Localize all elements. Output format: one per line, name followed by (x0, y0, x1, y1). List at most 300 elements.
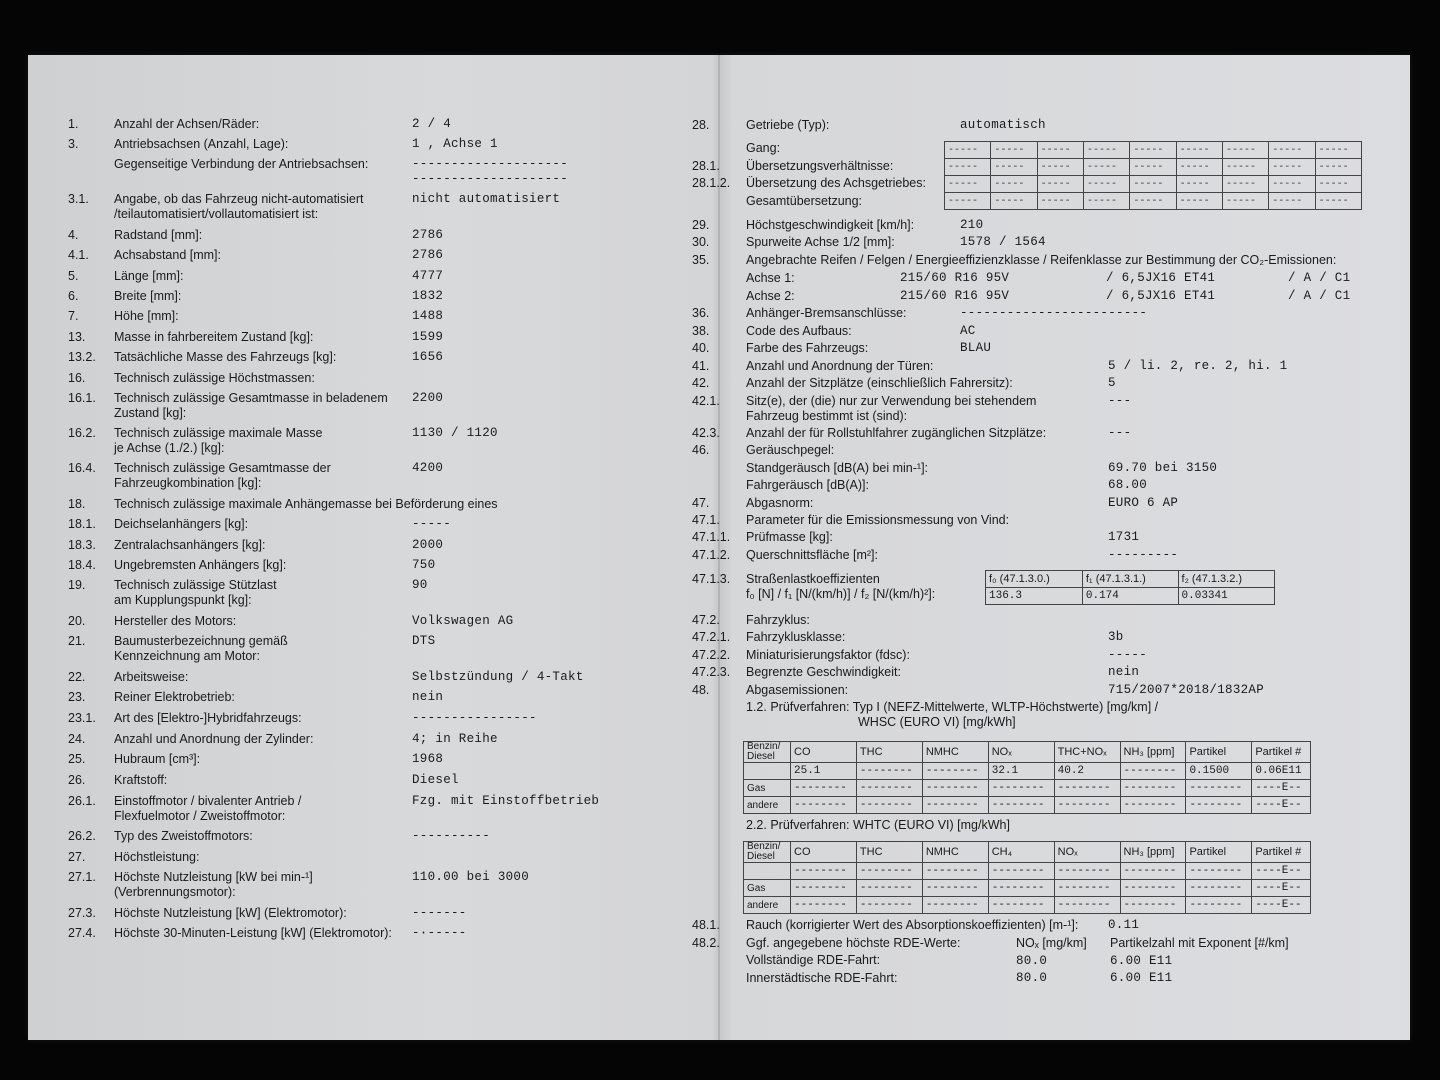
item-label-line: Sitz(e), der (die) nur zur Verwendung bei stehendem (746, 394, 1037, 408)
item-label-line-2: am Kupplungspunkt [kg]: (114, 593, 252, 607)
emission-cell: -------- (856, 863, 922, 880)
emission-cell: -------- (1054, 880, 1120, 897)
emission-cell: -------- (856, 897, 922, 914)
gear-cell: ----- (1269, 176, 1315, 193)
item-label (114, 732, 313, 747)
gear-cell: ----- (1222, 159, 1268, 176)
item-value: 69.70 bei 3150 (1108, 461, 1218, 475)
item-label-line: Radstand [mm]: (114, 228, 203, 242)
gear-cell: ----- (1176, 193, 1222, 210)
item-number: 47.2.3. (692, 665, 731, 679)
emission-cell: -------- (791, 797, 857, 814)
emission-cell: andere (744, 797, 791, 814)
item-value: 4; in Reihe (412, 732, 498, 746)
item-label (114, 350, 336, 365)
item-label (114, 517, 248, 532)
item-label (114, 137, 288, 152)
item-number: 48.2. (692, 936, 720, 950)
gear-cell: ----- (945, 159, 991, 176)
roadload-value-f0: 136.3 (986, 588, 1083, 605)
gear-cell: ----- (945, 193, 991, 210)
emission-header: CO (791, 742, 857, 763)
item-label-line: Technisch zulässige Höchstmassen: (114, 371, 315, 385)
item-label-line-2: /teilautomatisiert/vollautomatisiert ist: (114, 207, 319, 221)
gear-cell: ----- (1130, 193, 1176, 210)
roadload-value-f2: 0.03341 (1178, 588, 1274, 605)
gear-cell: ----- (991, 142, 1037, 159)
item-value: 0.11 (1108, 918, 1140, 932)
item-label (114, 829, 253, 844)
item-value: BLAU (960, 341, 992, 355)
tyre-axle-2-label: Achse 2: (746, 289, 795, 303)
item-label-line: Reiner Elektrobetrieb: (114, 690, 235, 704)
item-label-line: Übersetzung des Achsgetriebes: (746, 176, 926, 190)
item-label-line: Höchstleistung: (114, 850, 200, 864)
item-number: 47.1.1. (692, 530, 731, 544)
item-label (746, 683, 848, 698)
item-number: 6. (68, 289, 79, 303)
item-number: 7. (68, 309, 79, 323)
item-number: 36. (692, 306, 710, 320)
item-number: 3.1. (68, 192, 89, 206)
item-label (114, 157, 368, 172)
emission-header: NOₓ (1054, 842, 1120, 863)
emission-cell: -------- (988, 897, 1054, 914)
item-label (746, 613, 810, 628)
item-label (746, 118, 829, 133)
item-label (746, 665, 901, 680)
item-label (746, 971, 897, 986)
item-value: -------------------- (412, 172, 569, 186)
item-label (746, 159, 893, 174)
gear-cell: ----- (1176, 159, 1222, 176)
item-value: 4777 (412, 269, 444, 283)
emission-header: Benzin/ Diesel (744, 742, 791, 763)
item-label-line: Kraftstoff: (114, 773, 168, 787)
item-label (746, 513, 1009, 528)
tyre-axle-2-size: 215/60 R16 95V (900, 289, 1010, 303)
emission-cell: -------- (1186, 797, 1252, 814)
emission-cell: ----E-- (1252, 897, 1311, 914)
item-label-line: Anzahl und Anordnung der Zylinder: (114, 732, 314, 746)
item-label (746, 426, 1046, 441)
item-label (114, 538, 265, 553)
item-number: 16. (68, 371, 86, 385)
item-label-line: Technisch zulässige Stützlast (114, 578, 277, 592)
item-number: 18. (68, 497, 86, 511)
gear-cell: ----- (1083, 159, 1129, 176)
item-label-line: Ggf. angegebene höchste RDE-Werte: (746, 936, 961, 950)
item-value: 1731 (1108, 530, 1140, 544)
gear-cell: ----- (1269, 193, 1315, 210)
item-label-line: Höchstgeschwindigkeit [km/h]: (746, 218, 915, 232)
gear-cell: ----- (1315, 193, 1361, 210)
item-number: 47.2. (692, 613, 720, 627)
item-label (746, 253, 1336, 268)
item-number: 38. (692, 324, 710, 338)
item-label-line: 2.2. Prüfverfahren: WHTC (EURO VI) [mg/kWh] (746, 818, 1010, 832)
emission-header: Partikel (1186, 742, 1252, 763)
gear-cell: ----- (1315, 142, 1361, 159)
item-value: 2786 (412, 228, 444, 242)
rde-nox-header: NOₓ [mg/km] (1016, 936, 1087, 950)
emission-cell: 32.1 (988, 763, 1054, 780)
item-label (746, 359, 933, 374)
emission-header: NMHC (922, 842, 988, 863)
emission-header: THC (856, 742, 922, 763)
rde-full-nox: 80.0 (1016, 954, 1048, 968)
item-number: 47.1. (692, 513, 720, 527)
item-label-line: Vollständige RDE-Fahrt: (746, 953, 881, 967)
item-label-line: Höchste Nutzleistung [kW bei min-¹] (114, 870, 313, 884)
emission-header: THC+NOₓ (1054, 742, 1120, 763)
item-label-line: Fahrzyklusklasse: (746, 630, 846, 644)
emission-cell: -------- (988, 780, 1054, 797)
rde-city-pn: 6.00 E11 (1110, 971, 1173, 985)
item-number: 28.1. (692, 159, 720, 173)
gear-cell: ----- (1315, 176, 1361, 193)
item-number: 46. (692, 443, 710, 457)
gear-cell: ----- (1130, 142, 1176, 159)
item-label-line: Abgasnorm: (746, 496, 814, 510)
item-label-line-2: (Verbrennungsmotor): (114, 885, 236, 899)
rde-city-nox: 80.0 (1016, 971, 1048, 985)
item-label (746, 341, 868, 356)
item-label-line: Technisch zulässige maximale Masse (114, 426, 323, 440)
item-value: --- (1108, 394, 1132, 408)
item-number: 26. (68, 773, 86, 787)
item-label (746, 235, 895, 250)
gear-cell: ----- (1083, 176, 1129, 193)
gear-cell: ----- (1222, 142, 1268, 159)
item-label (746, 648, 910, 663)
item-label (746, 306, 907, 321)
item-label (114, 426, 322, 456)
item-number: 26.2. (68, 829, 96, 843)
item-value: ----- (1108, 648, 1148, 662)
item-value: nein (412, 690, 444, 704)
item-label (746, 324, 852, 339)
gear-cell: ----- (1037, 176, 1083, 193)
item-value: 5 / li. 2, re. 2, hi. 1 (1108, 359, 1288, 373)
emission-table-type1 (743, 741, 1311, 814)
item-label (746, 572, 935, 602)
gear-cell: ----- (1222, 193, 1268, 210)
emission-header: THC (856, 842, 922, 863)
item-value: 2786 (412, 248, 444, 262)
item-number: 20. (68, 614, 86, 628)
item-label (114, 794, 301, 824)
emission-cell: -------- (1120, 897, 1186, 914)
emission-cell: -------- (922, 863, 988, 880)
item-value: 1968 (412, 752, 444, 766)
item-label-line: Begrenzte Geschwindigkeit: (746, 665, 901, 679)
emission-cell: -------- (791, 780, 857, 797)
gear-cell: ----- (1222, 176, 1268, 193)
item-label (746, 194, 862, 209)
item-label-line: Spurweite Achse 1/2 [mm]: (746, 235, 895, 249)
item-number: 4. (68, 228, 79, 242)
item-label-line: Deichselanhängers [kg]: (114, 517, 249, 531)
emission-cell: -------- (856, 763, 922, 780)
item-label (746, 953, 880, 968)
emission-cell: -------- (1120, 863, 1186, 880)
item-label-line: Anzahl der für Rollstuhlfahrer zugänglichen Sitzplätze: (746, 426, 1047, 440)
item-label-line: Technisch zulässige Gesamtmasse der (114, 461, 331, 475)
item-label (746, 530, 833, 545)
emission-header: Partikel # (1252, 842, 1311, 863)
tyre-axle-2 (746, 289, 795, 304)
item-label-line: Farbe des Fahrzeugs: (746, 341, 869, 355)
roadload-header-f1: f₁ (47.1.3.1.) (1082, 571, 1178, 588)
emission-cell: -------- (856, 797, 922, 814)
item-label (746, 176, 926, 191)
emission-header: NOₓ (988, 742, 1054, 763)
item-label-line-2: Fahrzeugkombination [kg]: (114, 476, 262, 490)
gear-cell: ----- (1083, 142, 1129, 159)
item-label-line: 1.2. Prüfverfahren: Typ I (NEFZ-Mittelwerte, WLTP-Höchstwerte) [mg/km] / (746, 700, 1159, 714)
item-number: 3. (68, 137, 79, 151)
tyre-axle-1-class: / A / C1 (1288, 271, 1351, 285)
item-number: 25. (68, 752, 86, 766)
emission-cell: -------- (791, 863, 857, 880)
item-label-line-2: WHSC (EURO VI) [mg/kWh] (858, 715, 1016, 729)
item-label-line: Länge [mm]: (114, 269, 184, 283)
roadload-table (985, 570, 1275, 605)
item-number: 47.2.2. (692, 648, 731, 662)
roadload-header-f0: f₀ (47.1.3.0.) (986, 571, 1083, 588)
item-number: 1. (68, 117, 79, 131)
item-number: 18.4. (68, 558, 96, 572)
item-label-line: Einstoffmotor / bivalenter Antrieb / (114, 794, 302, 808)
item-label-line: Querschnittsfläche [m²]: (746, 548, 878, 562)
item-value: 750 (412, 558, 436, 572)
item-label (114, 711, 302, 726)
item-label-line: Rauch (korrigierter Wert des Absorptionskoeffizienten) [m-¹]: (746, 918, 1079, 932)
emission-cell: -------- (922, 780, 988, 797)
item-value: 5 (1108, 376, 1116, 390)
item-value: 1578 / 1564 (960, 235, 1046, 249)
item-label (114, 228, 202, 243)
item-label (114, 850, 199, 865)
gear-cell: ----- (991, 159, 1037, 176)
item-number: 48. (692, 683, 710, 697)
tyre-axle-2-class: / A / C1 (1288, 289, 1351, 303)
emission-header: Partikel # (1252, 742, 1311, 763)
emission-cell: -------- (1054, 780, 1120, 797)
item-label (746, 218, 914, 233)
gear-cell: ----- (1083, 193, 1129, 210)
item-value: 1 , Achse 1 (412, 137, 498, 151)
item-label-line: Zentralachsanhängers [kg]: (114, 538, 266, 552)
item-label-line: Baumusterbezeichnung gemäß (114, 634, 288, 648)
item-label (114, 391, 388, 421)
item-label (746, 918, 1078, 933)
item-label (114, 634, 288, 664)
item-label-line: Art des [Elektro-]Hybridfahrzeugs: (114, 711, 302, 725)
tyre-axle-1-size: 215/60 R16 95V (900, 271, 1010, 285)
item-label-line: Miniaturisierungsfaktor (fdsc): (746, 648, 910, 662)
item-number: 18.3. (68, 538, 96, 552)
item-label-line: Hubraum [cm³]: (114, 752, 201, 766)
item-number: 42. (692, 376, 710, 390)
item-label-line: Gegenseitige Verbindung der Antriebsachsen: (114, 157, 369, 171)
item-number: 16.2. (68, 426, 96, 440)
item-value: 68.00 (1108, 478, 1148, 492)
item-number: 35. (692, 253, 710, 267)
item-label (746, 394, 1036, 424)
item-label (746, 496, 813, 511)
gear-cell: ----- (1269, 142, 1315, 159)
item-label (114, 906, 347, 921)
item-label-line: Code des Aufbaus: (746, 324, 852, 338)
emission-cell: -------- (1054, 863, 1120, 880)
emission-cell: -------- (988, 797, 1054, 814)
item-number: 16.4. (68, 461, 96, 475)
item-label-line: Breite [mm]: (114, 289, 182, 303)
item-label (114, 670, 188, 685)
item-label-line: Angebrachte Reifen / Felgen / Energieeffizienzklasse / Reifenklasse zur Bestimmung der CO₂-Emissionen: (746, 253, 1337, 267)
item-number: 4.1. (68, 248, 89, 262)
gear-cell: ----- (1269, 159, 1315, 176)
item-value: Volkswagen AG (412, 614, 514, 628)
emission-cell: -------- (1186, 897, 1252, 914)
item-label-line-2: f₀ [N] / f₁ [N/(km/h)] / f₂ [N/(km/h)²]: (746, 587, 936, 601)
item-label-line: Hersteller des Motors: (114, 614, 237, 628)
item-number: 18.1. (68, 517, 96, 531)
item-number: 42.3. (692, 426, 720, 440)
item-number: 5. (68, 269, 79, 283)
emission-cell: 40.2 (1054, 763, 1120, 780)
item-value: 110.00 bei 3000 (412, 870, 530, 884)
item-label (114, 330, 313, 345)
item-label (746, 818, 1010, 833)
emission-cell: ----E-- (1252, 863, 1311, 880)
item-label (114, 926, 392, 941)
item-value: nein (1108, 665, 1140, 679)
emission-header: Partikel (1186, 842, 1252, 863)
emission-cell: -------- (922, 897, 988, 914)
item-value: --- (1108, 426, 1132, 440)
item-label-line-2: Flexfuelmotor / Zweistoffmotor: (114, 809, 286, 823)
item-label (114, 248, 221, 263)
item-label-line: Fahrzyklus: (746, 613, 810, 627)
item-value: 90 (412, 578, 428, 592)
item-label-line: Innerstädtische RDE-Fahrt: (746, 971, 898, 985)
item-label (114, 117, 259, 132)
item-value: nicht automatisiert (412, 192, 561, 206)
item-number: 13.2. (68, 350, 96, 364)
item-label-line: Standgeräusch [dB(A) bei min-¹]: (746, 461, 929, 475)
item-value: -·----- (412, 926, 467, 940)
tyre-axle-1 (746, 271, 795, 286)
item-number: 23. (68, 690, 86, 704)
item-label-line: Achsabstand [mm]: (114, 248, 221, 262)
item-number: 30. (692, 235, 710, 249)
item-number: 27.4. (68, 926, 96, 940)
emission-header: CH₄ (988, 842, 1054, 863)
item-label (746, 700, 1158, 730)
item-value: automatisch (960, 118, 1046, 132)
item-label (114, 558, 286, 573)
item-label-line-2: je Achse (1./2.) [kg]: (114, 441, 225, 455)
roadload-value-f1: 0.174 (1082, 588, 1178, 605)
item-number: 47.2.1. (692, 630, 731, 644)
emission-cell: -------- (988, 863, 1054, 880)
emission-header: NMHC (922, 742, 988, 763)
emission-header: NH₃ [ppm] (1120, 742, 1186, 763)
item-label (746, 548, 878, 563)
emission-cell: 25.1 (791, 763, 857, 780)
item-value: 4200 (412, 461, 444, 475)
emission-header: Benzin/ Diesel (744, 842, 791, 863)
item-label-line: Angabe, ob das Fahrzeug nicht-automatisiert (114, 192, 364, 206)
emission-cell: -------- (791, 897, 857, 914)
emission-cell: 0.1500 (1186, 763, 1252, 780)
item-number: 27. (68, 850, 86, 864)
item-label-line: Fahrgeräusch [dB(A)]: (746, 478, 869, 492)
item-number: 47.1.3. (692, 572, 731, 586)
item-value: 2 / 4 (412, 117, 452, 131)
gear-cell: ----- (1176, 176, 1222, 193)
item-label-line: Tatsächliche Masse des Fahrzeugs [kg]: (114, 350, 337, 364)
item-label (114, 690, 235, 705)
emission-cell: ----E-- (1252, 780, 1311, 797)
item-value: 3b (1108, 630, 1124, 644)
item-label-line: Anhänger-Bremsanschlüsse: (746, 306, 907, 320)
item-number: 22. (68, 670, 86, 684)
emission-cell: -------- (922, 880, 988, 897)
gear-cell: ----- (1037, 159, 1083, 176)
item-value: ---------- (412, 829, 491, 843)
gear-cell: ----- (1130, 159, 1176, 176)
emission-cell (744, 863, 791, 880)
item-label-line: Parameter für die Emissionsmessung von Vind: (746, 513, 1010, 527)
item-value: 715/2007*2018/1832AP (1108, 683, 1265, 697)
emission-header: CO (791, 842, 857, 863)
item-label-line: Übersetzungsverhältnisse: (746, 159, 894, 173)
gear-cell: ----- (1130, 176, 1176, 193)
gear-cell: ----- (991, 193, 1037, 210)
item-number: 40. (692, 341, 710, 355)
tyre-axle-1-label: Achse 1: (746, 271, 795, 285)
item-label-line: Anzahl der Sitzplätze (einschließlich Fahrersitz): (746, 376, 1013, 390)
item-number: 28.1.2. (692, 176, 731, 190)
emission-cell: -------- (988, 880, 1054, 897)
emission-cell: -------- (1186, 863, 1252, 880)
tyre-axle-2-rim: / 6,5JX16 ET41 (1106, 289, 1216, 303)
emission-cell: -------- (856, 880, 922, 897)
item-label-line: Getriebe (Typ): (746, 118, 830, 132)
emission-cell: -------- (1186, 880, 1252, 897)
item-label-line: Höhe [mm]: (114, 309, 179, 323)
item-label (746, 478, 869, 493)
item-label-line: Ungebremsten Anhängers [kg]: (114, 558, 287, 572)
item-number: 41. (692, 359, 710, 373)
item-value: 2000 (412, 538, 444, 552)
item-label-line: Straßenlastkoeffizienten (746, 572, 880, 586)
item-number: 23.1. (68, 711, 96, 725)
item-label-line: Anzahl und Anordnung der Türen: (746, 359, 934, 373)
item-label-line: Arbeitsweise: (114, 670, 189, 684)
item-label-line: Typ des Zweistoffmotors: (114, 829, 253, 843)
emission-cell: -------- (1120, 797, 1186, 814)
item-label-line: Höchste 30-Minuten-Leistung [kW] (Elektromotor): (114, 926, 392, 940)
item-number: 27.1. (68, 870, 96, 884)
emission-table-whtc (743, 841, 1311, 914)
item-label-line: Technisch zulässige Gesamtmasse in beladenem (114, 391, 388, 405)
item-number: 29. (692, 218, 710, 232)
